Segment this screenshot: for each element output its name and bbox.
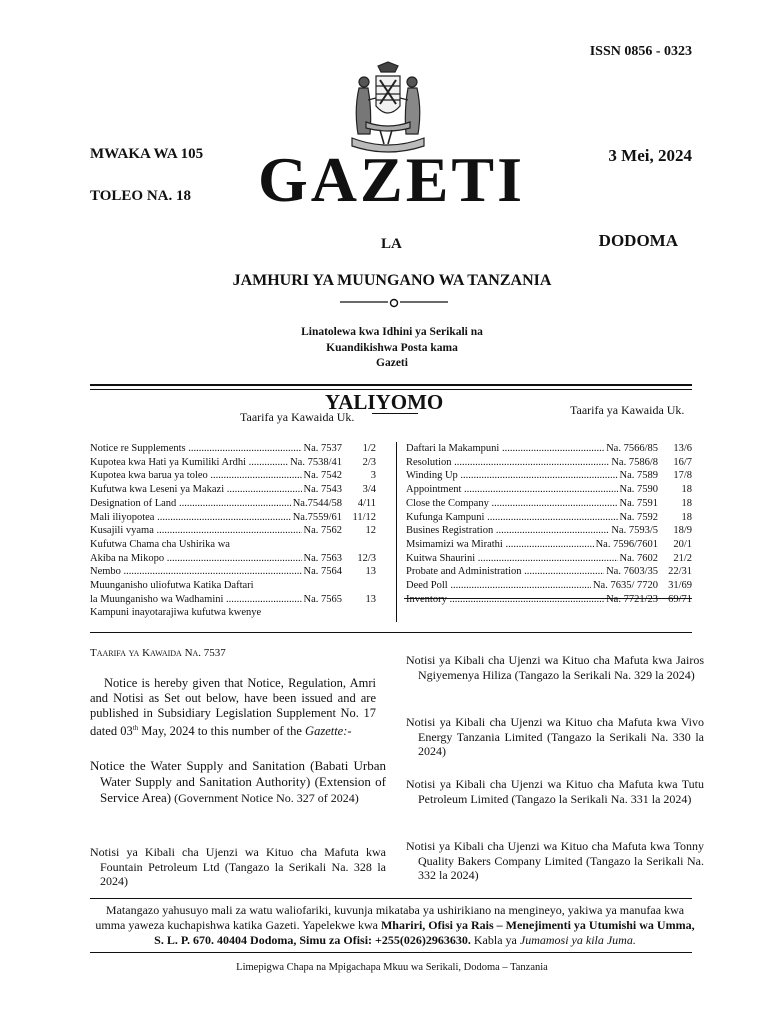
contents-end-rule xyxy=(90,632,692,633)
contents-entry-title: Kufunga Kampuni ..... xyxy=(406,511,618,525)
contents-continuation-line: Muunganisho uliofutwa Katika Daftari xyxy=(90,580,254,592)
printer-credit: Limepigwa Chapa na Mpigachapa Mkuu wa Serikali, Dodoma – Tanzania xyxy=(236,962,548,973)
notice-item-332: Notisi ya Kibali cha Ujenzi wa Kituo cha Mafuta kwa Tonny Quality Bakers Company Limited (Tangazo la Serikali Na. 332 la 2024) xyxy=(406,839,704,882)
contents-entry-ref: Na. 7563 xyxy=(303,552,342,564)
coat-of-arms-emblem xyxy=(340,60,436,156)
contents-entry-title: Inventory ..... xyxy=(406,593,604,607)
contents-entry xyxy=(90,524,376,538)
notice-intro-superscript: th xyxy=(132,724,139,732)
contents-entry xyxy=(90,552,376,566)
contents-entry-title: Designation of Land ..... xyxy=(90,497,291,511)
contents-entry-page: 4/11 xyxy=(357,497,376,509)
notice-intro-gazette: Gazette:- xyxy=(305,724,352,739)
contents-entry xyxy=(406,511,692,525)
contents-entry-title: Mali iliyopotea ..... xyxy=(90,511,291,525)
masthead-la: LA xyxy=(381,236,402,252)
contents-entry-ref: Na. 7603/35 xyxy=(606,566,658,578)
submission-note-address: Mhariri, Ofisi ya Rais – Menejimenti ya Utumishi wa Umma, S. L. P. 670. 40404 Dodoma, Simu za Ofisi: +255(026)2963630. xyxy=(154,918,695,947)
contents-entry-page: 13 xyxy=(365,593,376,605)
contents-entry-page: 18 xyxy=(681,497,692,509)
registration-statement xyxy=(0,325,768,372)
republic-name: JAMHURI YA MUUNGANO WA TANZANIA xyxy=(232,272,552,289)
contents-entry-title: Appointment ..... xyxy=(406,483,618,497)
contents-entry-page: 20/1 xyxy=(673,538,692,550)
registration-line-2: Kuandikishwa Posta kama xyxy=(326,341,458,354)
contents-entry-ref: Na. 7635/ 7720 xyxy=(592,580,658,592)
contents-entry xyxy=(90,442,376,456)
contents-entry-page: 13/6 xyxy=(673,443,692,454)
contents-entry-page: 13 xyxy=(365,566,376,578)
contents-entry-page: 12 xyxy=(365,525,376,537)
submission-note-text-2: Kabla ya xyxy=(470,933,520,947)
contents-entry xyxy=(406,483,692,497)
contents-entry-ref: Na. 7538/41 xyxy=(290,456,342,468)
contents-entry-title: Kufutwa kwa Leseni ya Makazi ..... xyxy=(90,483,302,497)
notice-intro xyxy=(90,676,376,739)
contents-entry-ref: Na. 7564 xyxy=(303,566,342,578)
contents-entry-title: Probate and Administration ..... xyxy=(406,565,604,579)
ornament-divider xyxy=(340,295,448,309)
contents-entry-ref: Na. 7543 xyxy=(303,484,342,496)
contents-column-header-left: Taarifa ya Kawaida Uk. xyxy=(240,410,355,424)
contents-entry-ref: Na. 7602 xyxy=(619,552,658,564)
contents-entry xyxy=(406,579,692,593)
footer-rule-bottom xyxy=(90,952,692,953)
contents-entry xyxy=(90,456,376,470)
contents-entry xyxy=(90,483,376,497)
submission-note-deadline: Jumamosi ya kila Juma. xyxy=(519,933,636,947)
contents-entry-ref: Na. 7721/23 xyxy=(606,593,658,605)
publication-city: DODOMA xyxy=(598,231,678,250)
contents-entry-page: 21/2 xyxy=(673,552,692,564)
contents-entry xyxy=(406,524,692,538)
contents-entry-page: 17/8 xyxy=(673,470,692,482)
contents-entry-title: Kupotea kwa barua ya toleo ..... xyxy=(90,469,302,483)
notice-item-329: Notisi ya Kibali cha Ujenzi wa Kituo cha Mafuta kwa Jairos Ngiyemenya Hiliza (Tangazo la Serikali Na. 329 la 2024) xyxy=(406,653,704,682)
contents-entry-title: la Muunganisho wa Wadhamini ..... xyxy=(90,593,302,607)
notice-item-327-ref: (Government Notice No. 327 of 2024) xyxy=(171,791,359,805)
contents-entry-title: Daftari la Makampuni ..... xyxy=(406,442,604,456)
contents-heading-underline xyxy=(372,413,418,414)
contents-continuation-line: Kampuni inayotarajiwa kufutwa kwenye xyxy=(90,607,262,619)
submission-note xyxy=(90,903,700,948)
contents-entry-ref: Na.7559/61 xyxy=(292,511,342,523)
contents-entry-ref: Na. 7592 xyxy=(619,511,658,523)
contents-entry-ref: Na. 7542 xyxy=(303,470,342,482)
contents-entry-title: Nembo ..... xyxy=(90,565,302,579)
contents-entry-ref: Na. 7589 xyxy=(619,470,658,482)
contents-entry xyxy=(90,593,376,607)
submission-note-text: Matangazo yahusuyo mali za watu waliofariki, kuvunja mikataba ya ushirikiano na mengineyo, yakiwa ya manufaa kwa umma yaweza kuchapishwa katika Gazeti. Yapelekwe kwa xyxy=(95,903,685,932)
publication-date: 3 Mei, 2024 xyxy=(608,146,692,165)
contents-entry-ref: Na. 7537 xyxy=(303,443,342,454)
contents-entry-title: Busines Registration ..... xyxy=(406,524,609,538)
notice-item-327-title: Notice the Water Supply and Sanitation (Babati Urban Water Supply and Sanitation Authority) (Extension of Service Area) xyxy=(90,758,386,805)
contents-entry xyxy=(90,511,376,525)
contents-entry-ref: Na. 7590 xyxy=(619,484,658,496)
contents-list-left xyxy=(90,442,376,620)
contents-entry xyxy=(90,497,376,511)
footer-rule-top xyxy=(90,898,692,899)
contents-entry-page: 11/12 xyxy=(352,511,376,523)
contents-entry-ref: Na. 7591 xyxy=(619,497,658,509)
contents-entry-ref: Na. 7566/85 xyxy=(606,443,658,454)
contents-entry-title: Deed Poll ..... xyxy=(406,579,591,593)
contents-entry-title: Resolution ..... xyxy=(406,456,609,470)
contents-column-divider xyxy=(396,442,397,622)
contents-entry xyxy=(406,442,692,456)
contents-entry-title: Akiba na Mikopo ..... xyxy=(90,552,302,566)
contents-entry-title: Kupotea kwa Hati ya Kumiliki Ardhi ..... xyxy=(90,456,288,470)
contents-entry-page: 18/9 xyxy=(673,525,692,537)
notice-intro-text-2: May, 2024 to this number of the xyxy=(138,724,306,739)
contents-entry-page: 69/71 xyxy=(668,593,692,605)
contents-entry xyxy=(406,565,692,579)
notice-item-327 xyxy=(90,758,386,806)
contents-entry-title: Notice re Supplements ..... xyxy=(90,442,302,456)
contents-entry-page: 3/4 xyxy=(362,484,376,496)
contents-entry-page: 2/3 xyxy=(362,456,376,468)
contents-entry-ref: Na. 7593/5 xyxy=(611,525,658,537)
contents-entry-ref: Na. 7586/8 xyxy=(611,456,658,468)
contents-entry-ref: Na. 7596/7601 xyxy=(595,538,658,550)
contents-entry-page: 16/7 xyxy=(673,456,692,468)
notice-item-328: Notisi ya Kibali cha Ujenzi wa Kituo cha Mafuta kwa Fountain Petroleum Ltd (Tangazo la Serikali Na. 328 la 2024) xyxy=(90,845,386,888)
contents-entry-page: 22/31 xyxy=(668,566,692,578)
contents-entry xyxy=(406,552,692,566)
masthead-title: GAZETI xyxy=(258,144,525,215)
notice-item-331: Notisi ya Kibali cha Ujenzi wa Kituo cha Mafuta kwa Tutu Petroleum Limited (Tangazo la Serikali Na. 331 la 2024) xyxy=(406,777,704,806)
contents-heading: YALIYOMO xyxy=(325,390,444,414)
contents-entry-page: 3 xyxy=(370,470,376,482)
contents-entry-ref: Na. 7565 xyxy=(303,593,342,605)
contents-list-right xyxy=(406,442,692,606)
notice-item-330: Notisi ya Kibali cha Ujenzi wa Kituo cha Mafuta kwa Vivo Energy Tanzania Limited (Tangazo la Serikali Na. 330 la 2024) xyxy=(406,715,704,758)
contents-entry-page: 12/3 xyxy=(357,552,376,564)
top-rule xyxy=(90,384,692,386)
contents-bottom-rule xyxy=(404,598,692,599)
issue-number: TOLEO NA. 18 xyxy=(90,188,191,204)
registration-line-3: Gazeti xyxy=(376,357,408,370)
contents-entry xyxy=(406,593,692,607)
contents-continuation-line: Kufutwa Chama cha Ushirika wa xyxy=(90,538,230,550)
contents-entry-title: Kusajili vyama ..... xyxy=(90,524,302,538)
contents-entry-page: 18 xyxy=(681,511,692,523)
contents-entry xyxy=(90,469,376,483)
contents-entry-title: Winding Up ..... xyxy=(406,469,618,483)
contents-entry-ref: Na.7544/58 xyxy=(292,497,342,509)
notice-intro-text: Notice is hereby given that Notice, Regulation, Amri and Notisi as Set out below, have been issued and are published in Subsidiary Legislation Supplement No. 17 dated 03 xyxy=(90,676,376,739)
contents-entry xyxy=(406,469,692,483)
contents-column-header-right: Taarifa ya Kawaida Uk. xyxy=(570,403,685,417)
contents-entry xyxy=(90,565,376,579)
notice-heading: Taarifa ya Kawaida Na. 7537 xyxy=(90,647,226,659)
contents-entry-title: Close the Company ..... xyxy=(406,497,618,511)
contents-entry xyxy=(406,456,692,470)
contents-entry-page: 18 xyxy=(681,484,692,496)
contents-entry-page: 31/69 xyxy=(668,580,692,592)
contents-entry-page: 1/2 xyxy=(362,443,376,454)
contents-entry xyxy=(406,497,692,511)
registration-line-1: Linatolewa kwa Idhini ya Serikali na xyxy=(301,326,483,338)
contents-entry xyxy=(406,538,692,552)
issn-number: ISSN 0856 - 0323 xyxy=(589,44,692,59)
contents-entry-title: Kuitwa Shaurini ..... xyxy=(406,552,618,566)
volume-label: MWAKA WA 105 xyxy=(90,146,204,162)
contents-entry-ref: Na. 7562 xyxy=(303,525,342,537)
contents-entry-title: Msimamizi wa Mirathi ..... xyxy=(406,538,594,552)
